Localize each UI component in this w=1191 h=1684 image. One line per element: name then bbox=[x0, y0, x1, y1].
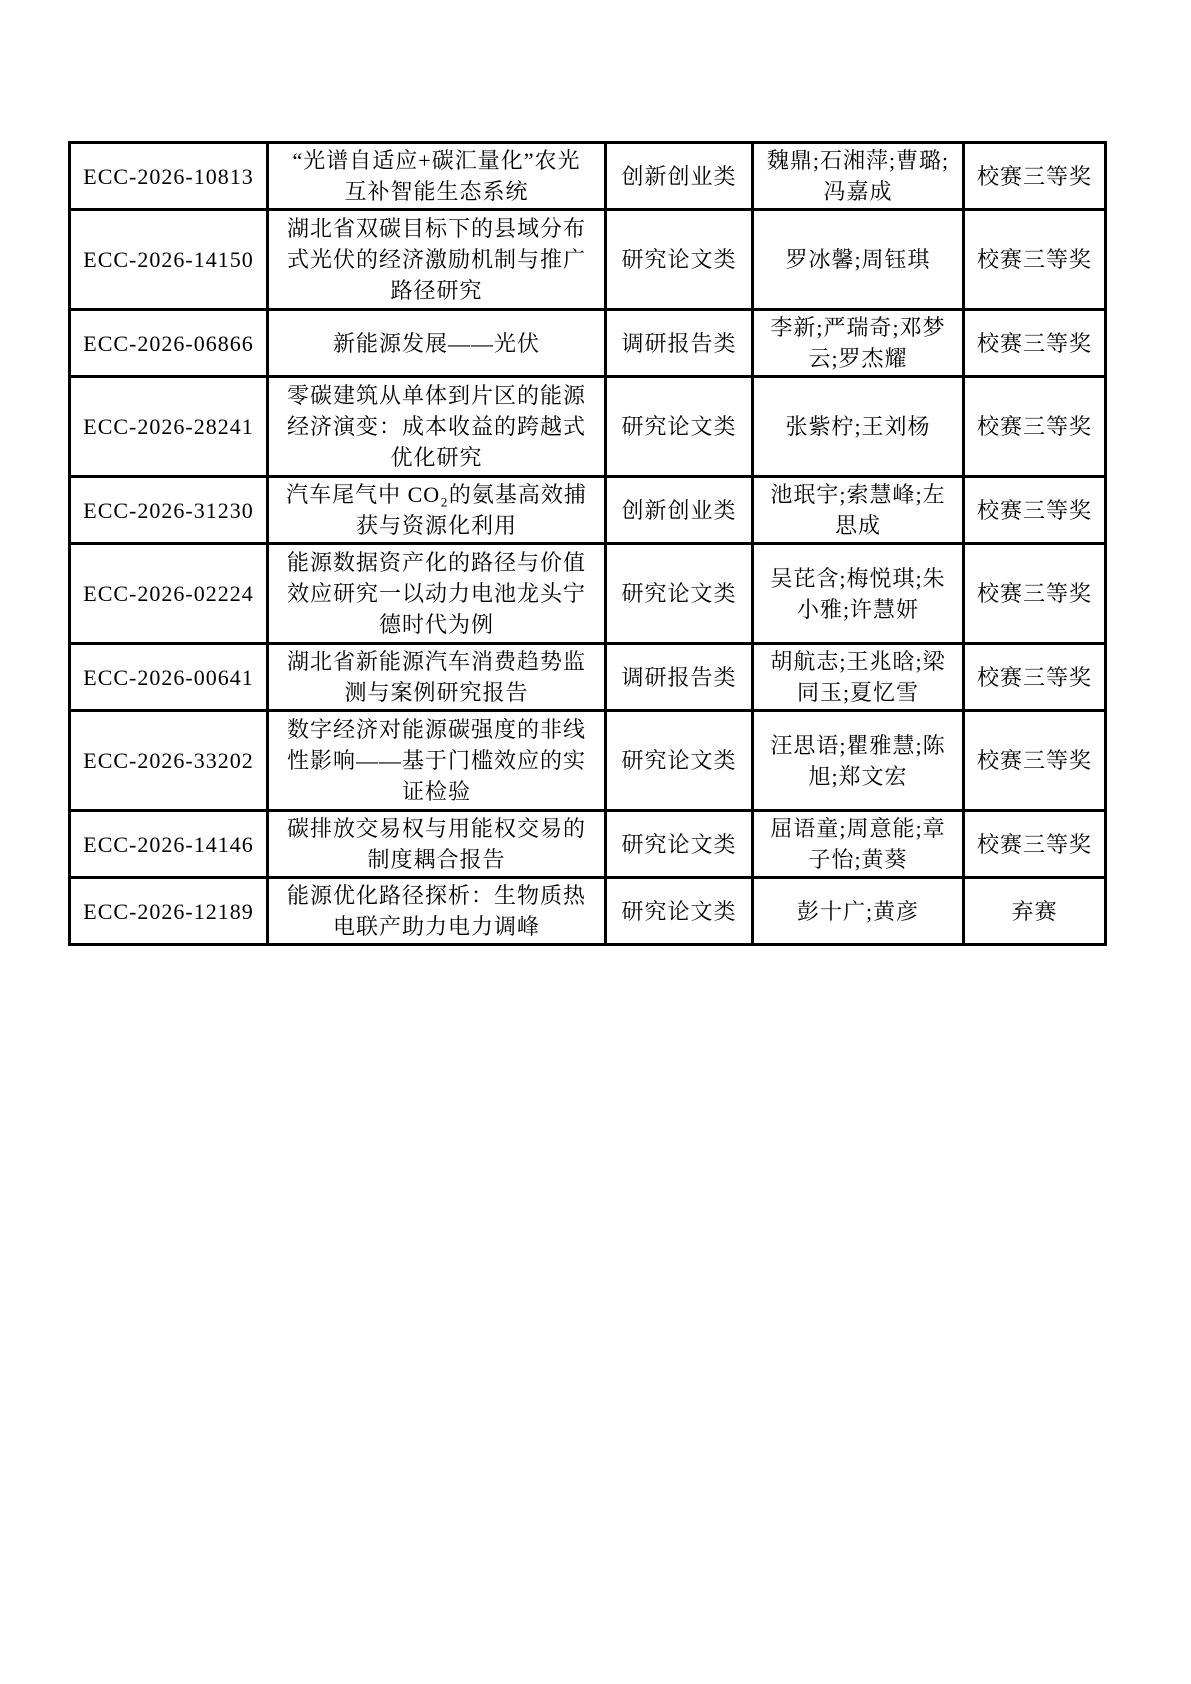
title-cell: 数字经济对能源碳强度的非线性影响——基于门槛效应的实证检验 bbox=[268, 711, 606, 811]
submission-id-cell: ECC-2026-28241 bbox=[70, 377, 268, 477]
award-cell: 校赛三等奖 bbox=[964, 644, 1106, 711]
title-cell: 能源数据资产化的路径与价值效应研究一以动力电池龙头宁德时代为例 bbox=[268, 544, 606, 644]
members-cell: 李新;严瑞奇;邓梦云;罗杰耀 bbox=[753, 310, 964, 377]
award-cell: 校赛三等奖 bbox=[964, 544, 1106, 644]
category-cell: 研究论文类 bbox=[606, 878, 753, 945]
category-cell: 调研报告类 bbox=[606, 644, 753, 711]
members-cell: 胡航志;王兆晗;梁同玉;夏忆雪 bbox=[753, 644, 964, 711]
table-row bbox=[70, 811, 1106, 878]
table-row bbox=[70, 711, 1106, 811]
award-cell: 校赛三等奖 bbox=[964, 310, 1106, 377]
title-cell: 碳排放交易权与用能权交易的制度耦合报告 bbox=[268, 811, 606, 878]
members-cell: 屈语童;周意能;章子怡;黄葵 bbox=[753, 811, 964, 878]
title-cell: “光谱自适应+碳汇量化”农光互补智能生态系统 bbox=[268, 143, 606, 210]
submission-id-cell: ECC-2026-31230 bbox=[70, 477, 268, 544]
members-cell: 吴芘含;梅悦琪;朱小雅;许慧妍 bbox=[753, 544, 964, 644]
submission-id-cell: ECC-2026-14150 bbox=[70, 210, 268, 310]
table-row bbox=[70, 878, 1106, 945]
category-cell: 研究论文类 bbox=[606, 711, 753, 811]
submission-id-cell: ECC-2026-00641 bbox=[70, 644, 268, 711]
members-cell: 池珉宇;索慧峰;左思成 bbox=[753, 477, 964, 544]
title-cell: 新能源发展——光伏 bbox=[268, 310, 606, 377]
table-row bbox=[70, 377, 1106, 477]
table-row bbox=[70, 544, 1106, 644]
award-cell: 校赛三等奖 bbox=[964, 811, 1106, 878]
table-row bbox=[70, 143, 1106, 210]
table-row bbox=[70, 210, 1106, 310]
category-cell: 创新创业类 bbox=[606, 143, 753, 210]
title-cell: 能源优化路径探析：生物质热电联产助力电力调峰 bbox=[268, 878, 606, 945]
award-cell: 弃赛 bbox=[964, 878, 1106, 945]
table-row bbox=[70, 477, 1106, 544]
award-cell: 校赛三等奖 bbox=[964, 143, 1106, 210]
results-table bbox=[68, 141, 1107, 946]
submission-id-cell: ECC-2026-14146 bbox=[70, 811, 268, 878]
members-cell: 张紫柠;王刘杨 bbox=[753, 377, 964, 477]
submission-id-cell: ECC-2026-02224 bbox=[70, 544, 268, 644]
submission-id-cell: ECC-2026-06866 bbox=[70, 310, 268, 377]
category-cell: 研究论文类 bbox=[606, 811, 753, 878]
members-cell: 彭十广;黄彦 bbox=[753, 878, 964, 945]
submission-id-cell: ECC-2026-33202 bbox=[70, 711, 268, 811]
submission-id-cell: ECC-2026-12189 bbox=[70, 878, 268, 945]
category-cell: 研究论文类 bbox=[606, 544, 753, 644]
category-cell: 研究论文类 bbox=[606, 377, 753, 477]
category-cell: 创新创业类 bbox=[606, 477, 753, 544]
submission-id-cell: ECC-2026-10813 bbox=[70, 143, 268, 210]
table-row bbox=[70, 644, 1106, 711]
title-cell: 零碳建筑从单体到片区的能源经济演变：成本收益的跨越式优化研究 bbox=[268, 377, 606, 477]
award-cell: 校赛三等奖 bbox=[964, 711, 1106, 811]
award-cell: 校赛三等奖 bbox=[964, 377, 1106, 477]
members-cell: 汪思语;瞿雅慧;陈旭;郑文宏 bbox=[753, 711, 964, 811]
category-cell: 调研报告类 bbox=[606, 310, 753, 377]
title-cell: 湖北省双碳目标下的县域分布式光伏的经济激励机制与推广路径研究 bbox=[268, 210, 606, 310]
members-cell: 魏鼎;石湘萍;曹璐;冯嘉成 bbox=[753, 143, 964, 210]
category-cell: 研究论文类 bbox=[606, 210, 753, 310]
award-cell: 校赛三等奖 bbox=[964, 210, 1106, 310]
title-cell: 湖北省新能源汽车消费趋势监测与案例研究报告 bbox=[268, 644, 606, 711]
table-row bbox=[70, 310, 1106, 377]
title-cell: 汽车尾气中 CO₂的氨基高效捕获与资源化利用 bbox=[268, 477, 606, 544]
award-cell: 校赛三等奖 bbox=[964, 477, 1106, 544]
members-cell: 罗冰馨;周钰琪 bbox=[753, 210, 964, 310]
